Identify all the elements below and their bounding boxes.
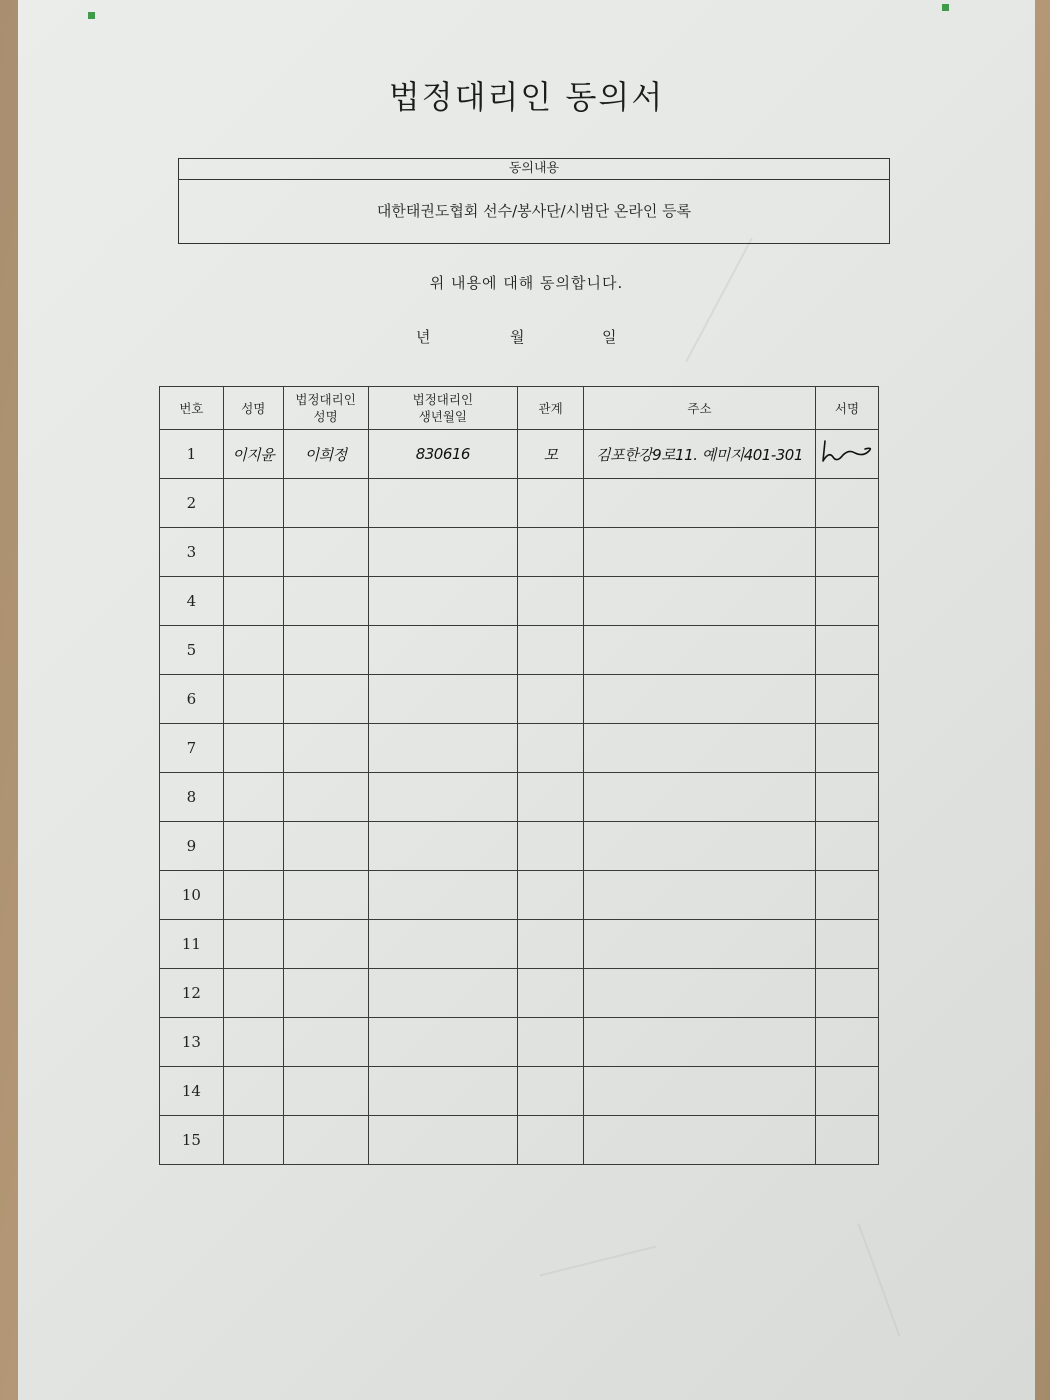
cell-address <box>584 724 816 773</box>
paper-crease <box>540 1246 657 1277</box>
header-number: 번호 <box>160 387 224 430</box>
table-row <box>160 871 879 920</box>
cell-signature <box>815 969 878 1018</box>
agreement-text: 위 내용에 대해 동의합니다. <box>429 274 624 292</box>
cell-relation <box>518 822 584 871</box>
cell-guardian-birth <box>368 1067 518 1116</box>
cell-guardian-birth: 830616 <box>368 430 518 479</box>
cell-relation <box>518 1116 584 1165</box>
cell-guardian-name <box>283 822 368 871</box>
date-day-label: 일 <box>602 328 617 346</box>
cell-relation <box>518 969 584 1018</box>
header-signature: 서명 <box>815 387 878 430</box>
cell-name <box>223 822 283 871</box>
cell-signature <box>815 626 878 675</box>
cell-name <box>223 920 283 969</box>
cell-number: 12 <box>160 969 224 1018</box>
cell-relation <box>518 724 584 773</box>
cell-name <box>223 577 283 626</box>
roster-table <box>159 386 879 1165</box>
table-row <box>160 920 879 969</box>
cell-name <box>223 1067 283 1116</box>
cell-address <box>584 479 816 528</box>
cell-address <box>584 1116 816 1165</box>
cell-signature <box>815 920 878 969</box>
cell-number: 11 <box>160 920 224 969</box>
paper-crease <box>858 1223 901 1336</box>
cell-guardian-name <box>283 1018 368 1067</box>
cell-signature <box>815 822 878 871</box>
cell-address <box>584 773 816 822</box>
document-title: 법정대리인 동의서 <box>388 78 665 116</box>
cell-guardian-name <box>283 1067 368 1116</box>
cell-name <box>223 1116 283 1165</box>
cell-signature <box>815 773 878 822</box>
cell-guardian-birth <box>368 479 518 528</box>
cell-relation <box>518 479 584 528</box>
cell-number: 8 <box>160 773 224 822</box>
table-row <box>160 724 879 773</box>
cell-guardian-birth <box>368 675 518 724</box>
cell-signature <box>815 1067 878 1116</box>
cell-number: 13 <box>160 1018 224 1067</box>
cell-number: 10 <box>160 871 224 920</box>
cell-guardian-name <box>283 724 368 773</box>
table-row <box>160 430 879 479</box>
table-row <box>160 675 879 724</box>
table-row <box>160 626 879 675</box>
cell-relation <box>518 871 584 920</box>
cell-number: 14 <box>160 1067 224 1116</box>
cell-address <box>584 920 816 969</box>
paper-crease <box>685 238 752 363</box>
consent-box-header: 동의내용 <box>179 159 889 180</box>
cell-relation <box>518 773 584 822</box>
cell-relation <box>518 920 584 969</box>
cell-guardian-name <box>283 871 368 920</box>
cell-relation <box>518 626 584 675</box>
table-row <box>160 1018 879 1067</box>
cell-number: 4 <box>160 577 224 626</box>
table-header-row <box>160 387 879 430</box>
cell-signature <box>815 675 878 724</box>
table-row <box>160 1116 879 1165</box>
corner-mark-left <box>88 12 95 19</box>
consent-box <box>178 158 890 244</box>
table-row <box>160 773 879 822</box>
cell-name <box>223 969 283 1018</box>
consent-box-content: 대한태권도협회 선수/봉사단/시범단 온라인 등록 <box>376 202 692 220</box>
cell-address: 김포한강9로11. 예미지401-301 <box>584 430 816 479</box>
table-row <box>160 969 879 1018</box>
cell-signature <box>815 1116 878 1165</box>
cell-guardian-name <box>283 675 368 724</box>
cell-signature <box>815 479 878 528</box>
cell-guardian-birth <box>368 871 518 920</box>
cell-guardian-birth <box>368 626 518 675</box>
cell-signature <box>815 430 878 479</box>
header-guardian-birth: 법정대리인 생년월일 <box>368 387 518 430</box>
cell-guardian-name <box>283 773 368 822</box>
cell-address <box>584 871 816 920</box>
date-year-label: 년 <box>416 328 431 346</box>
cell-guardian-birth <box>368 1018 518 1067</box>
cell-relation <box>518 577 584 626</box>
corner-mark-right <box>942 4 949 11</box>
cell-name <box>223 871 283 920</box>
cell-number: 9 <box>160 822 224 871</box>
cell-name <box>223 773 283 822</box>
cell-guardian-birth <box>368 822 518 871</box>
table-row <box>160 1067 879 1116</box>
cell-number: 7 <box>160 724 224 773</box>
cell-guardian-name <box>283 577 368 626</box>
cell-address <box>584 577 816 626</box>
cell-guardian-birth <box>368 528 518 577</box>
date-month-label: 월 <box>510 328 525 346</box>
header-guardian-name: 법정대리인 성명 <box>283 387 368 430</box>
cell-address <box>584 1067 816 1116</box>
cell-address <box>584 822 816 871</box>
cell-number: 5 <box>160 626 224 675</box>
cell-name <box>223 1018 283 1067</box>
cell-address <box>584 969 816 1018</box>
cell-signature <box>815 1018 878 1067</box>
cell-address <box>584 1018 816 1067</box>
cell-guardian-name <box>283 479 368 528</box>
cell-guardian-name <box>283 626 368 675</box>
cell-relation: 모 <box>518 430 584 479</box>
cell-relation <box>518 675 584 724</box>
cell-relation <box>518 1018 584 1067</box>
cell-address <box>584 528 816 577</box>
cell-number: 15 <box>160 1116 224 1165</box>
cell-signature <box>815 724 878 773</box>
cell-name <box>223 724 283 773</box>
cell-number: 3 <box>160 528 224 577</box>
cell-name <box>223 675 283 724</box>
cell-guardian-name: 이희정 <box>283 430 368 479</box>
cell-guardian-birth <box>368 969 518 1018</box>
cell-guardian-name <box>283 920 368 969</box>
cell-address <box>584 626 816 675</box>
table-row <box>160 577 879 626</box>
cell-number: 2 <box>160 479 224 528</box>
cell-guardian-name <box>283 1116 368 1165</box>
cell-guardian-birth <box>368 1116 518 1165</box>
cell-signature <box>815 577 878 626</box>
cell-relation <box>518 528 584 577</box>
header-relation: 관계 <box>518 387 584 430</box>
table-row <box>160 822 879 871</box>
handwritten-signature <box>819 437 875 467</box>
cell-name <box>223 626 283 675</box>
cell-signature <box>815 871 878 920</box>
cell-guardian-name <box>283 528 368 577</box>
cell-signature <box>815 528 878 577</box>
cell-guardian-birth <box>368 920 518 969</box>
cell-relation <box>518 1067 584 1116</box>
header-name: 성명 <box>223 387 283 430</box>
cell-guardian-birth <box>368 724 518 773</box>
table-row <box>160 528 879 577</box>
cell-address <box>584 675 816 724</box>
cell-name <box>223 528 283 577</box>
cell-guardian-birth <box>368 577 518 626</box>
cell-number: 6 <box>160 675 224 724</box>
table-row <box>160 479 879 528</box>
cell-name: 이지윤 <box>223 430 283 479</box>
cell-guardian-name <box>283 969 368 1018</box>
cell-name <box>223 479 283 528</box>
cell-number: 1 <box>160 430 224 479</box>
header-address: 주소 <box>584 387 816 430</box>
cell-guardian-birth <box>368 773 518 822</box>
